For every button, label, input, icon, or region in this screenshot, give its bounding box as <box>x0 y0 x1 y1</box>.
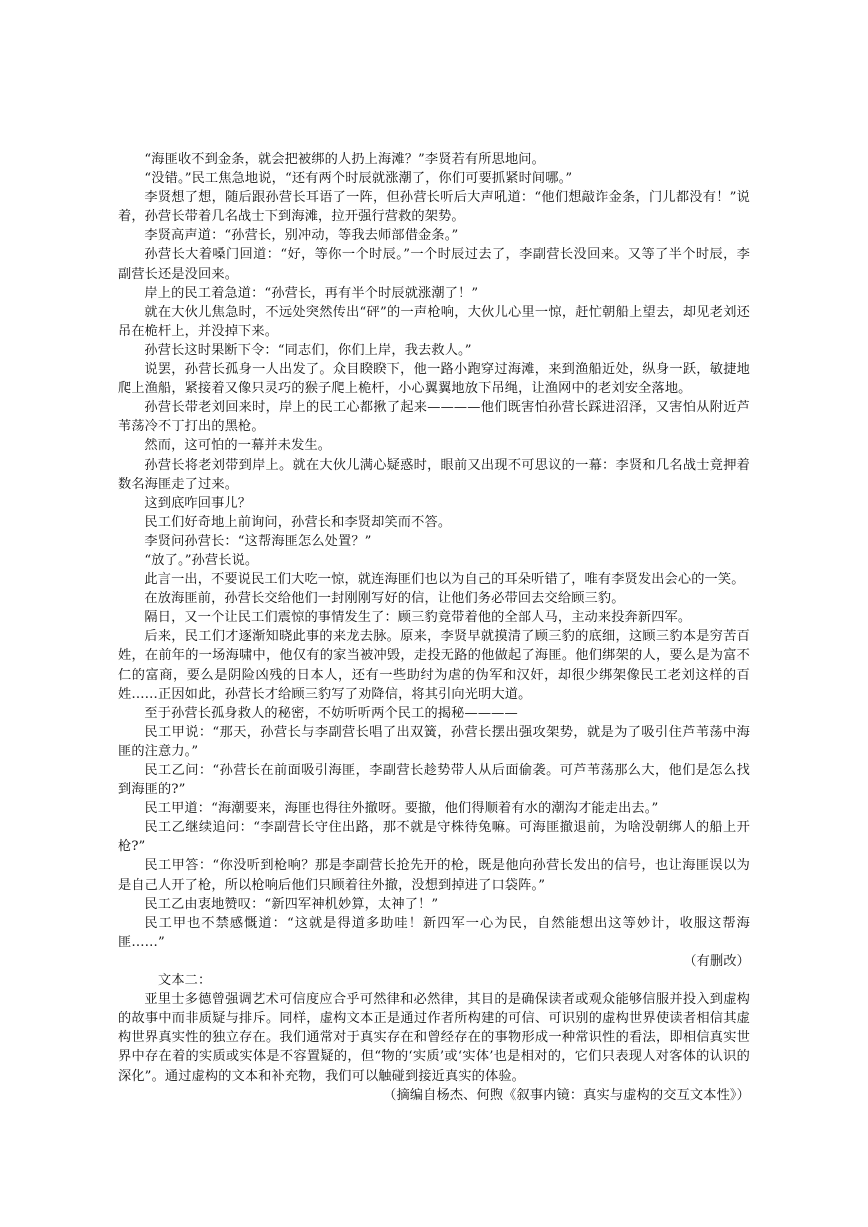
paragraph: “放了。”孙营长说。 <box>144 552 259 568</box>
text-two-body: 亚里士多德曾强调艺术可信度应合乎可然律和必然律，其目的是确保读者或观众能够信服并投入到虚构的故事中而非质疑与排斥。同样，虚构文本正是通过作者所构建的可信、可识别的虚构世界使读者相信其虚构世界真实性的独立存在。我们通常对于真实存在和曾经存在的事物形成一种常识性的看法，即相信真实世界中存在着的实质或实体是不容置疑的，但“物的‘实质’或‘实体’也是相对的，它们只表现人对客体的认识的深化”。通过虚构的文本和补充物，我们可以触碰到接近真实的体验。 <box>118 992 750 1084</box>
paragraph: 就在大伙儿焦急时，不远处突然传出“砰”的一声枪响，大伙儿心里一惊，赶忙朝船上望去，却见老刘还吊在桅杆上，并没掉下来。 <box>118 304 750 339</box>
paragraph: 民工们好奇地上前询问，孙营长和李贤却笑而不答。 <box>144 514 452 530</box>
paragraph: 至于孙营长孤身救人的秘密，不妨听听两个民工的揭秘———— <box>144 705 518 721</box>
paragraph: 后来，民工们才逐渐知晓此事的来龙去脉。原来，李贤早就摸清了顾三豹的底细，这顾三豹本是穷苦百姓，在前年的一场海啸中，他仅有的家当被冲毁，走投无路的他做起了海匪。他们绑架的人，要么是为富不仁的富商，要么是阴险凶残的日本人，还有一些助纣为虐的伪军和汉奸，却很少绑架像民工老刘这样的百姓……正因如此，孙营长才给顾三豹写了劝降信，将其引向光明大道。 <box>118 629 750 702</box>
paragraph: 此言一出，不要说民工们大吃一惊，就连海匪们也以为自己的耳朵听错了，唯有李贤发出会心的一笑。 <box>144 572 745 588</box>
text-two-title: 文本二： <box>158 973 212 989</box>
paragraph: 这到底咋回事儿？ <box>144 495 252 511</box>
paragraph: 李贤问孙营长：“这帮海匪怎么处置？” <box>144 533 372 549</box>
paragraph: 岸上的民工着急道：“孙营长，再有半个时辰就涨潮了！” <box>144 285 479 301</box>
article-body <box>118 150 750 1105</box>
paragraph: 民工甲答：“你没听到枪响？那是李副营长抢先开的枪，既是他向孙营长发出的信号，也让海匪误以为是自己人开了枪，所以枪响后他们只顾着往外撤，没想到掉进了口袋阵。” <box>118 858 750 893</box>
paragraph: 说罢，孙营长孤身一人出发了。众目睽睽下，他一路小跑穿过海滩，来到渔船近处，纵身一跃，敏捷地爬上渔船，紧接着又像只灵巧的猴子爬上桅杆，小心翼翼地放下吊绳，让渔网中的老刘安全落地。 <box>118 362 750 397</box>
paragraph: 孙营长大着嗓门回道：“好，等你一个时辰。”一个时辰过去了，李副营长没回来。又等了半个时辰，李副营长还是没回来。 <box>118 247 750 282</box>
paragraph: “没错。”民工焦急地说，“还有两个时辰就涨潮了，你们可要抓紧时间哪。” <box>144 171 573 187</box>
paragraph: 隔日，又一个让民工们震惊的事情发生了：顾三豹竟带着他的全部人马，主动来投奔新四军。 <box>144 610 692 626</box>
paragraph: 李贤想了想，随后跟孙营长耳语了一阵，但孙营长听后大声吼道：“他们想敲诈金条，门儿都没有！”说着，孙营长带着几名战士下到海滩，拉开强行营救的架势。 <box>118 190 750 225</box>
paragraph: 民工甲说：“那天，孙营长与李副营长唱了出双簧，孙营长摆出强攻架势，就是为了吸引住芦苇荡中海匪的注意力。” <box>118 724 750 759</box>
paragraph: 在放海匪前，孙营长交给他们一封刚刚写好的信，让他们务必带回去交给顾三豹。 <box>144 591 625 607</box>
paragraph: 民工乙问：“孙营长在前面吸引海匪，李副营长趁势带人从后面偷袭。可芦苇荡那么大，他们是怎么找到海匪的?” <box>118 763 750 798</box>
paragraph: 民工甲也不禁感慨道：“这就是得道多助哇！新四军一心为民，自然能想出这等妙计，收服这帮海匪……” <box>118 915 750 950</box>
paragraph: 然而，这可怕的一幕并未发生。 <box>144 438 332 454</box>
paragraph: 民工乙继续追问：“李副营长守住出路，那不就是守株待兔嘛。可海匪撤退前，为啥没朝绑人的船上开枪?” <box>118 820 750 855</box>
paragraph: “海匪收不到金条，就会把被绑的人扔上海滩？”李贤若有所思地问。 <box>144 152 545 167</box>
paragraph: 民工甲道：“海潮要来，海匪也得往外撤呀。要撤，他们得顺着有水的潮沟才能走出去。” <box>144 801 659 817</box>
paragraph: 李贤高声道：“孙营长，别冲动，等我去师部借金条。” <box>144 228 459 244</box>
paragraph: 孙营长带老刘回来时，岸上的民工心都揪了起来————他们既害怕孙营长踩进沼泽，又害怕从附近芦苇荡冷不丁打出的黑枪。 <box>118 400 750 435</box>
text-one <box>118 150 750 952</box>
text-two-source: （摘编自杨杰、何煦《叙事内镜：真实与虚构的交互文本性》） <box>383 1087 750 1103</box>
paragraph: 孙营长将老刘带到岸上。就在大伙儿满心疑惑时，眼前又出现不可思议的一幕：李贤和几名战士竟押着数名海匪走了过来。 <box>118 457 750 492</box>
paragraph: 民工乙由衷地赞叹：“新四军神机妙算，太神了！” <box>144 896 439 912</box>
paragraph: 孙营长这时果断下令：“同志们，你们上岸，我去救人。” <box>144 342 472 358</box>
edit-note: （有删改） <box>683 953 750 969</box>
